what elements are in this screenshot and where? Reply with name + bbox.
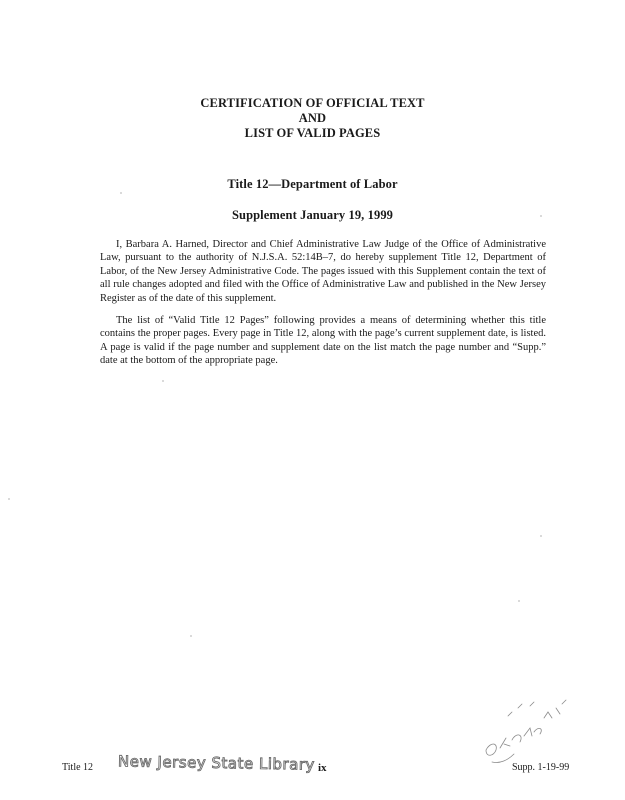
title-line-2: AND — [298, 111, 327, 125]
scan-speck — [540, 215, 542, 217]
footer-supplement-date: Supp. 1-19-99 — [512, 762, 570, 773]
scan-speck — [120, 192, 122, 194]
page-number: ix — [318, 762, 327, 774]
title-line-3: LIST OF VALID PAGES — [244, 126, 381, 140]
scan-speck — [162, 380, 164, 382]
scan-speck — [540, 535, 542, 537]
document-title — [0, 96, 625, 141]
footer-title: Title 12 — [62, 762, 94, 773]
scan-speck — [518, 600, 520, 602]
supplement-date: Supplement January 19, 1999 — [231, 208, 394, 222]
valid-pages-paragraph: The list of “Valid Title 12 Pages” following provides a means of determining whether this title contains the proper pages. Every page in Title 12, along with the page’s current supplement date, is listed. A page is valid if the page number and supplement date on the list match the page number and “Supp.” date at the bottom of the appropriate page. — [100, 315, 546, 367]
scan-speck — [8, 498, 10, 500]
scan-speck — [190, 635, 192, 637]
title-line-1: CERTIFICATION OF OFFICIAL TEXT — [200, 96, 425, 110]
certification-paragraph: I, Barbara A. Harned, Director and Chief Administrative Law Judge of the Office of Administrative Law, pursuant to the authority of N.J.S.A. 52:14B–7, do hereby supplement Title 12, Department of Labor, of the New Jersey Administrative Code. The pages issued with this Supplement contain the text of all rule changes adopted and filed with the Office of Administrative Law and published in the New Jersey Register as of the date of this supplement. — [100, 239, 546, 304]
library-stamp: New Jersey State Library — [117, 752, 316, 774]
document-subject: Title 12—Department of Labor — [227, 177, 398, 191]
